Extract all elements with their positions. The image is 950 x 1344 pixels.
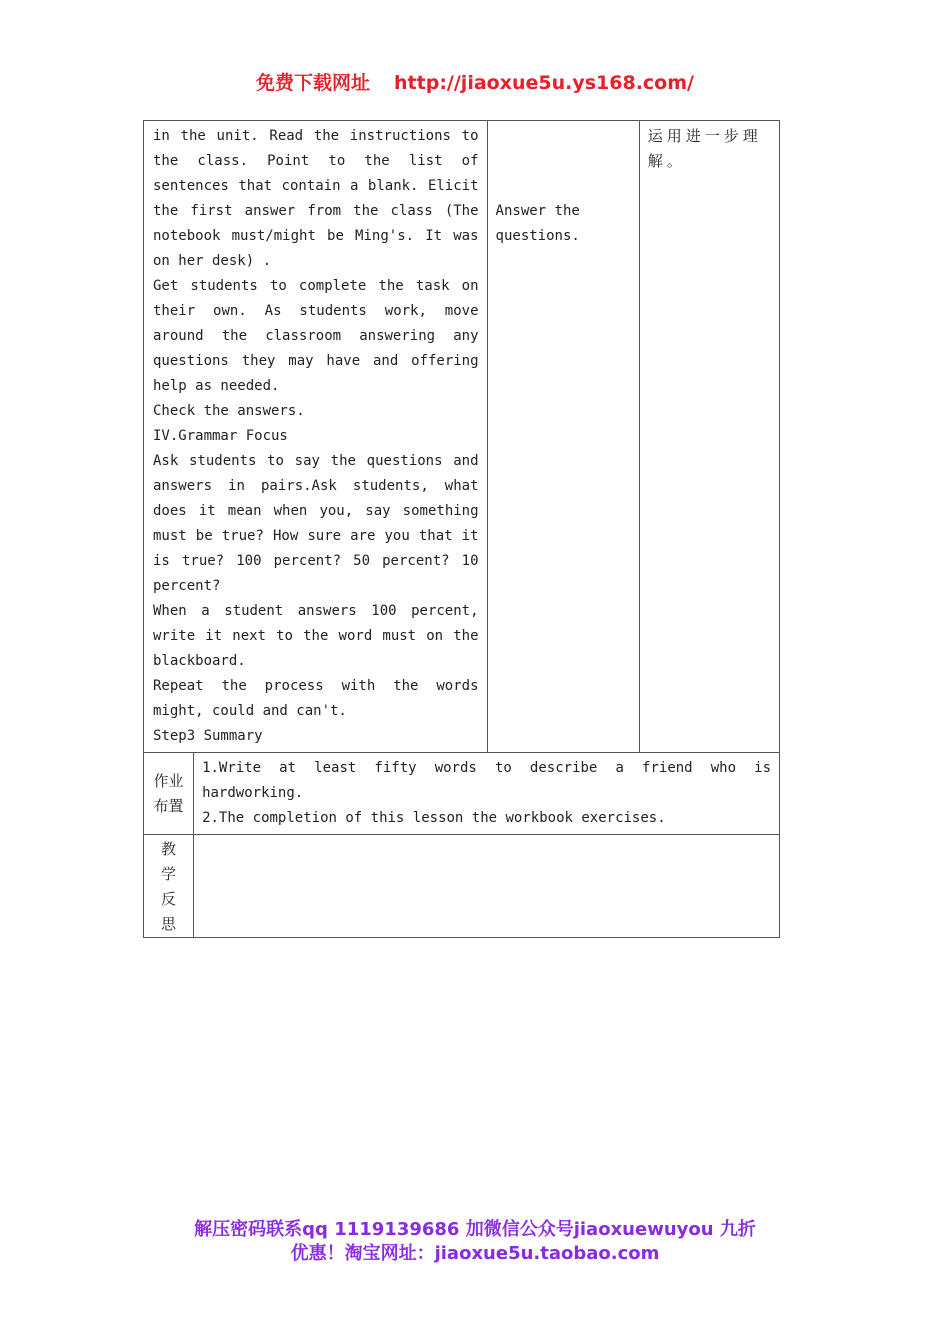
procedure-line: around the classroom answering any <box>153 328 479 344</box>
procedure-line: sentences that contain a blank. Elicit <box>153 178 479 194</box>
homework-line: 2.The completion of this lesson the workbook exercises. <box>202 810 666 826</box>
procedure-line: Repeat the process with the words <box>153 678 479 694</box>
homework-content-cell <box>194 753 780 835</box>
homework-line: 1.Write at least fifty words to describe a friend who is <box>202 760 771 776</box>
procedure-line: answers in pairs.Ask students, what <box>153 478 479 494</box>
student-activity-cell <box>487 121 639 753</box>
reflection-label: 教 <box>161 840 177 858</box>
procedure-cell <box>144 121 488 753</box>
procedure-line: Ask students to say the questions and <box>153 453 479 469</box>
purpose-line: 运用进一步理 <box>647 127 762 145</box>
homework-label: 布置 <box>153 796 184 815</box>
procedure-line: blackboard. <box>153 653 246 669</box>
procedure-line: IV.Grammar Focus <box>153 428 288 444</box>
contact-footer <box>0 1218 950 1266</box>
reflection-row <box>144 835 780 938</box>
footer-line: 优惠！淘宝网址：jiaoxue5u.taobao.com <box>290 1243 660 1264</box>
procedure-line: the first answer from the class (The <box>153 203 479 219</box>
procedure-line: must be true? How sure are you that it <box>153 528 479 544</box>
procedure-line: Step3 Summary <box>153 728 263 744</box>
homework-line: hardworking. <box>202 785 304 801</box>
procedure-row <box>144 121 780 753</box>
procedure-line: is true? 100 percent? 50 percent? 10 <box>153 553 479 569</box>
reflection-label: 反 <box>161 890 177 908</box>
procedure-line: percent? <box>153 578 221 594</box>
footer-line: 解压密码联系qq 1119139686 加微信公众号jiaoxuewuyou 九折 <box>194 1219 756 1240</box>
homework-label-cell <box>144 753 194 835</box>
procedure-line: questions they may have and offering <box>153 353 479 369</box>
procedure-line: the class. Point to the list of <box>153 153 479 169</box>
procedure-line: write it next to the word must on the <box>153 628 479 644</box>
site-url-link[interactable]: http://jiaoxue5u.ys168.com/ <box>394 72 694 94</box>
procedure-line: Get students to complete the task on <box>153 278 479 294</box>
procedure-line: Check the answers. <box>153 403 305 419</box>
reflection-label: 思 <box>161 915 177 933</box>
student-activity-line: questions. <box>495 228 580 244</box>
procedure-line: notebook must/might be Ming's. It was <box>153 228 479 244</box>
lesson-table <box>143 120 780 938</box>
reflection-content-cell <box>194 835 780 938</box>
procedure-line: on her desk) . <box>153 253 272 269</box>
procedure-line: When a student answers 100 percent, <box>153 603 479 619</box>
purpose-cell <box>639 121 779 753</box>
procedure-line: might, could and can't. <box>153 703 347 719</box>
procedure-line: in the unit. Read the instructions to <box>153 128 479 144</box>
purpose-line: 解。 <box>647 152 686 170</box>
reflection-label: 学 <box>161 865 177 883</box>
procedure-line: does it mean when you, say something <box>153 503 479 519</box>
procedure-text <box>144 121 487 752</box>
procedure-line: help as needed. <box>153 378 280 394</box>
homework-label: 作业 <box>153 771 184 790</box>
download-header <box>0 68 950 95</box>
homework-row <box>144 753 780 835</box>
site-label: 免费下载网址 <box>256 72 371 94</box>
student-activity-line: Answer the <box>495 203 580 219</box>
reflection-label-cell <box>144 835 194 938</box>
procedure-line: their own. As students work, move <box>153 303 479 319</box>
